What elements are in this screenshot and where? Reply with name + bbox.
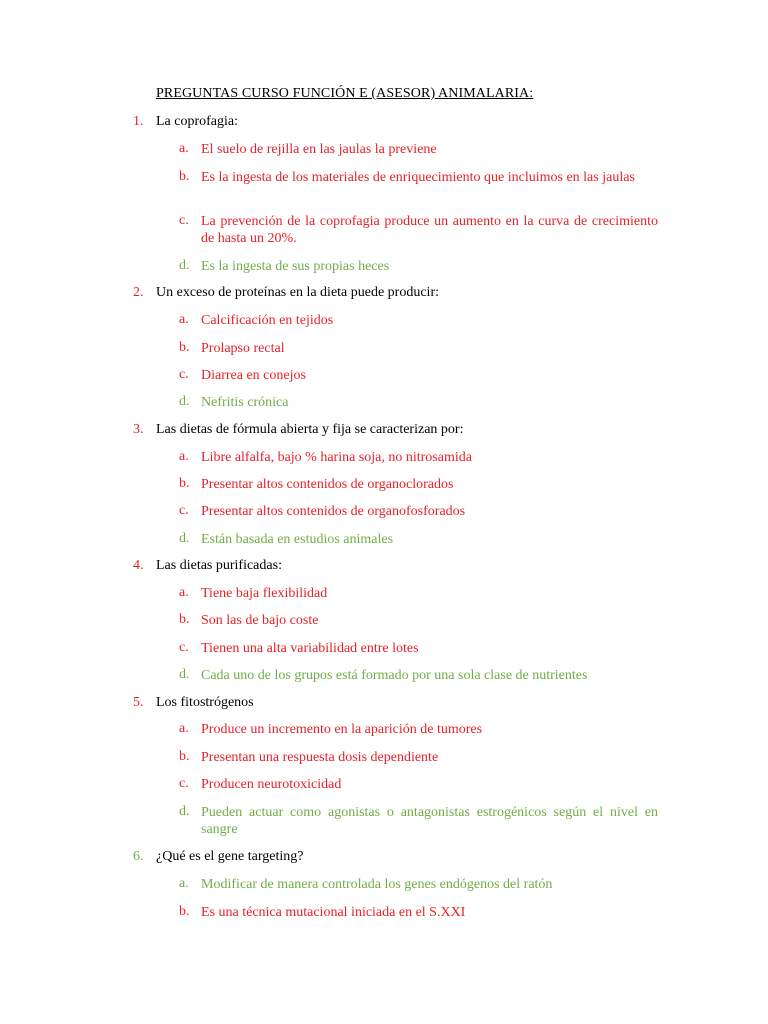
option-text: Es la ingesta de los materiales de enriquecimiento que incluimos en las jaulas	[201, 170, 635, 185]
option-letter: d.	[179, 667, 190, 682]
question-text: Las dietas de fórmula abierta y fija se caracterizan por:	[156, 422, 464, 437]
option-letter: a.	[179, 721, 189, 736]
question-text: La coprofagia:	[156, 114, 239, 129]
document-title: PREGUNTAS CURSO FUNCIÓN E (ASESOR) ANIMALARIA:	[156, 86, 534, 101]
option-letter: b.	[179, 340, 190, 355]
option-text: Cada uno de los grupos está formado por una sola clase de nutrientes	[201, 668, 588, 683]
option-text: Presentar altos contenidos de organofosforados	[201, 504, 466, 519]
option-text: Están basada en estudios animales	[201, 532, 394, 547]
question-number: 4.	[133, 558, 144, 573]
option-letter: c.	[179, 503, 189, 518]
option-letter: b.	[179, 749, 190, 764]
option-text: Calcificación en tejidos	[201, 313, 334, 328]
question-number: 3.	[133, 422, 144, 437]
option-letter: a.	[179, 141, 189, 156]
option-text: Tiene baja flexibilidad	[201, 586, 328, 601]
option-letter: d.	[179, 531, 190, 546]
option-letter: d.	[179, 258, 190, 273]
option-letter: b.	[179, 169, 190, 184]
option-text: Presentar altos contenidos de organoclorados	[201, 477, 454, 492]
option-letter: a.	[179, 876, 189, 891]
option-letter: d.	[179, 804, 190, 819]
option-text: Prolapso rectal	[201, 341, 285, 356]
option-text: Tienen una alta variabilidad entre lotes	[201, 641, 419, 656]
question-number: 5.	[133, 695, 144, 710]
question-number: 6.	[133, 849, 144, 864]
option-letter: c.	[179, 776, 189, 791]
option-letter: b.	[179, 612, 190, 627]
question-text: Un exceso de proteínas en la dieta puede producir:	[156, 285, 440, 300]
question-number: 2.	[133, 285, 144, 300]
option-text: Producen neurotoxicidad	[201, 777, 342, 792]
option-text: Diarrea en conejos	[201, 368, 306, 383]
option-text: Son las de bajo coste	[201, 613, 319, 628]
option-text: Produce un incremento en la aparición de tumores	[201, 722, 483, 737]
option-letter: a.	[179, 312, 189, 327]
question-number: 1.	[133, 114, 144, 129]
option-text: Presentan una respuesta dosis dependiente	[201, 750, 439, 765]
option-letter: a.	[179, 585, 189, 600]
option-text: Libre alfalfa, bajo % harina soja, no nitrosamida	[201, 450, 472, 465]
option-letter: a.	[179, 449, 189, 464]
option-text: Pueden actuar como agonistas o antagonistas estrogénicos según el nivel en sangre	[201, 805, 658, 837]
option-letter: b.	[179, 476, 190, 491]
question-text: ¿Qué es el gene targeting?	[156, 849, 304, 864]
option-text: Nefritis crónica	[201, 395, 289, 410]
option-letter: d.	[179, 394, 190, 409]
option-letter: c.	[179, 213, 189, 228]
option-text: Es la ingesta de sus propias heces	[201, 259, 390, 274]
option-text: La prevención de la coprofagia produce un aumento en la curva de crecimiento de hasta un 20%.	[201, 214, 658, 246]
option-text: El suelo de rejilla en las jaulas la previene	[201, 142, 437, 157]
option-letter: b.	[179, 904, 190, 919]
option-letter: c.	[179, 640, 189, 655]
question-text: Los fitostrógenos	[156, 695, 254, 710]
option-text: Es una técnica mutacional iniciada en el S.XXI	[201, 905, 466, 920]
option-text: Modificar de manera controlada los genes endógenos del ratón	[201, 877, 553, 892]
question-text: Las dietas purificadas:	[156, 558, 282, 573]
option-letter: c.	[179, 367, 189, 382]
